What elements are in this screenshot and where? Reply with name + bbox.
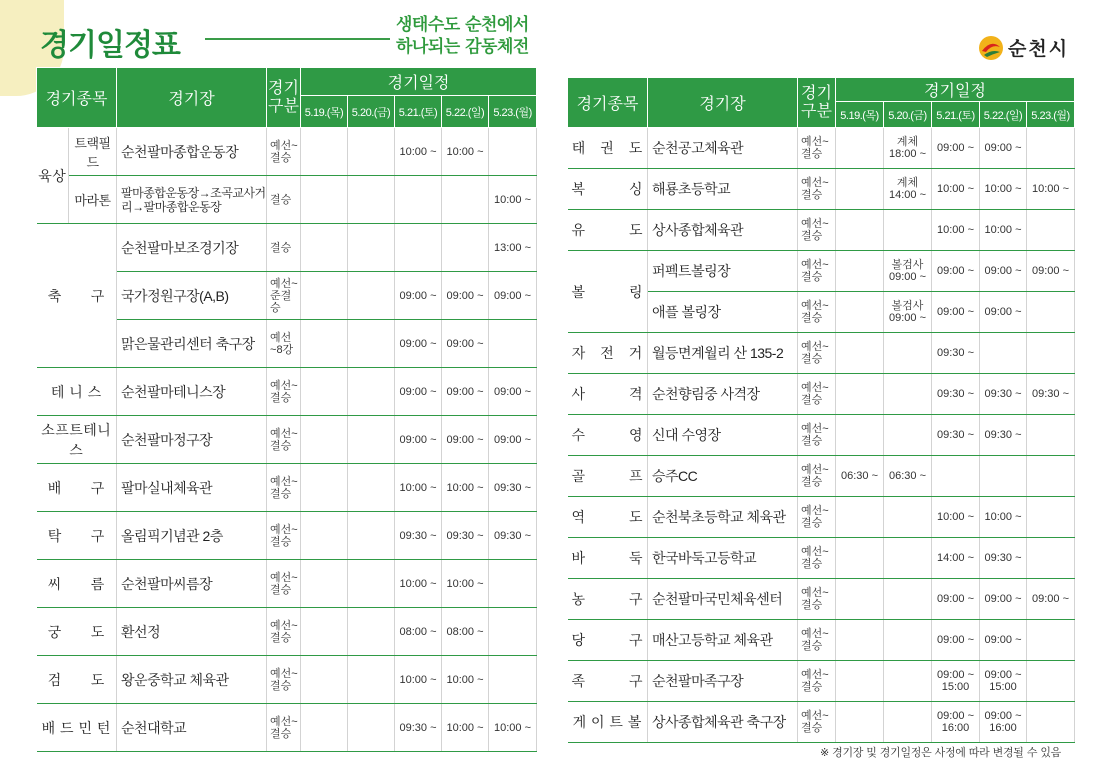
schedule-cell xyxy=(884,374,932,415)
venue-name: 순천팔마국민체육센터 xyxy=(648,579,798,620)
match-kind: 예선~결승 xyxy=(798,579,836,620)
schedule-cell xyxy=(348,608,395,656)
table-row xyxy=(568,497,1075,538)
schedule-cell xyxy=(1027,702,1075,743)
venue-name: 국가정원구장(A,B) xyxy=(117,272,267,320)
schedule-cell: 10:00 ~ xyxy=(980,497,1027,538)
schedule-cell: 09:30 ~ xyxy=(489,464,537,512)
table-row xyxy=(37,416,537,464)
schedule-cell xyxy=(1027,456,1075,497)
header-venue: 경기장 xyxy=(648,78,798,128)
schedule-cell xyxy=(836,128,884,169)
sport-name: 볼 링 xyxy=(568,251,648,333)
venue-name: 맑은물관리센터 축구장 xyxy=(117,320,267,368)
schedule-cell: 13:00 ~ xyxy=(489,224,537,272)
schedule-cell: 06:30 ~ xyxy=(836,456,884,497)
schedule-cell: 09:00 ~ xyxy=(442,368,489,416)
suncheon-emblem-icon xyxy=(978,35,1004,61)
table-row xyxy=(568,169,1075,210)
match-kind: 예선~결승 xyxy=(798,169,836,210)
schedule-cell xyxy=(836,374,884,415)
schedule-cell xyxy=(884,661,932,702)
schedule-cell xyxy=(301,512,348,560)
venue-name: 퍼펙트볼링장 xyxy=(648,251,798,292)
schedule-cell: 09:00 ~ 15:00 xyxy=(980,661,1027,702)
schedule-cell xyxy=(348,128,395,176)
schedule-cell: 10:00 ~ xyxy=(980,210,1027,251)
date-header: 5.22.(일) xyxy=(442,96,489,128)
slogan-line2: 하나되는 감동체전 xyxy=(396,37,529,57)
left-schedule-table xyxy=(36,67,537,752)
header-sport: 경기종목 xyxy=(568,78,648,128)
schedule-cell: 볼검사 09:00 ~ xyxy=(884,251,932,292)
sport-name: 바 둑 xyxy=(568,538,648,579)
schedule-cell: 볼검사 09:00 ~ xyxy=(884,292,932,333)
schedule-cell xyxy=(1027,497,1075,538)
schedule-cell xyxy=(348,560,395,608)
schedule-cell xyxy=(348,656,395,704)
table-row xyxy=(568,333,1075,374)
right-schedule-table xyxy=(567,77,1075,743)
schedule-cell: 09:00 ~ xyxy=(442,416,489,464)
schedule-cell: 10:00 ~ xyxy=(442,464,489,512)
schedule-cell: 09:00 ~ xyxy=(980,292,1027,333)
sport-name: 태 권 도 xyxy=(568,128,648,169)
schedule-cell xyxy=(1027,538,1075,579)
match-kind: 예선~결승 xyxy=(798,292,836,333)
venue-name: 매산고등학교 체육관 xyxy=(648,620,798,661)
table-row xyxy=(37,512,537,560)
schedule-cell: 10:00 ~ xyxy=(932,169,980,210)
match-kind: 예선~8강 xyxy=(267,320,301,368)
schedule-cell xyxy=(884,333,932,374)
sport-name: 테 니 스 xyxy=(37,368,117,416)
schedule-cell xyxy=(301,272,348,320)
venue-name: 월등면계월리 산 135-2 xyxy=(648,333,798,374)
schedule-cell xyxy=(884,415,932,456)
match-kind: 예선~결승 xyxy=(798,374,836,415)
schedule-cell: 10:00 ~ xyxy=(395,464,442,512)
match-kind: 예선~준결승 xyxy=(267,272,301,320)
sport-name: 역 도 xyxy=(568,497,648,538)
venue-name: 순천팔마정구장 xyxy=(117,416,267,464)
schedule-cell xyxy=(1027,128,1075,169)
sport-name: 육상 xyxy=(37,128,69,224)
schedule-cell xyxy=(1027,333,1075,374)
sub-event: 마라톤 xyxy=(69,176,117,224)
venue-name: 왕운중학교 체육관 xyxy=(117,656,267,704)
schedule-cell: 09:00 ~ xyxy=(395,272,442,320)
date-header: 5.21.(토) xyxy=(395,96,442,128)
match-kind: 예선~결승 xyxy=(267,128,301,176)
table-row xyxy=(568,210,1075,251)
brand-logo xyxy=(978,34,1069,61)
header-venue: 경기장 xyxy=(117,68,267,128)
schedule-cell xyxy=(301,704,348,752)
schedule-cell xyxy=(836,210,884,251)
venue-name: 애플 볼링장 xyxy=(648,292,798,333)
schedule-cell: 09:00 ~ xyxy=(1027,579,1075,620)
schedule-cell: 10:00 ~ xyxy=(395,656,442,704)
schedule-cell: 10:00 ~ xyxy=(395,560,442,608)
table-row xyxy=(37,608,537,656)
schedule-cell xyxy=(836,251,884,292)
schedule-cell: 09:00 ~ xyxy=(980,620,1027,661)
schedule-cell: 10:00 ~ xyxy=(932,497,980,538)
date-header: 5.23.(월) xyxy=(1027,102,1075,128)
schedule-cell: 09:00 ~ 15:00 xyxy=(932,661,980,702)
venue-name: 팔마종합운동장→조곡교사거리→팔마종합운동장 xyxy=(117,176,267,224)
schedule-cell: 10:00 ~ xyxy=(1027,169,1075,210)
schedule-cell: 09:00 ~ xyxy=(980,251,1027,292)
sport-name: 검 도 xyxy=(37,656,117,704)
schedule-cell: 09:00 ~ xyxy=(395,368,442,416)
table-row xyxy=(37,560,537,608)
schedule-cell: 10:00 ~ xyxy=(442,128,489,176)
schedule-cell xyxy=(1027,620,1075,661)
schedule-cell xyxy=(836,169,884,210)
schedule-cell xyxy=(1027,292,1075,333)
venue-name: 순천팔마테니스장 xyxy=(117,368,267,416)
header-sport: 경기종목 xyxy=(37,68,117,128)
schedule-cell: 10:00 ~ xyxy=(932,210,980,251)
match-kind: 결승 xyxy=(267,176,301,224)
page-title: 경기일정표 xyxy=(40,28,180,63)
match-kind: 예선~결승 xyxy=(798,251,836,292)
sport-name: 수 영 xyxy=(568,415,648,456)
schedule-cell xyxy=(348,512,395,560)
match-kind: 예선~결승 xyxy=(798,620,836,661)
schedule-cell: 09:00 ~ xyxy=(1027,251,1075,292)
schedule-cell xyxy=(980,333,1027,374)
schedule-cell: 09:30 ~ xyxy=(1027,374,1075,415)
schedule-cell: 14:00 ~ xyxy=(932,538,980,579)
schedule-cell xyxy=(301,464,348,512)
match-kind: 예선~결승 xyxy=(267,608,301,656)
schedule-cell: 09:00 ~ xyxy=(489,272,537,320)
date-header: 5.23.(월) xyxy=(489,96,537,128)
table-row xyxy=(568,661,1075,702)
sport-name: 게 이 트 볼 xyxy=(568,702,648,743)
schedule-cell xyxy=(489,320,537,368)
schedule-cell: 09:30 ~ xyxy=(489,512,537,560)
schedule-cell xyxy=(301,416,348,464)
sport-name: 배 구 xyxy=(37,464,117,512)
schedule-cell xyxy=(836,661,884,702)
schedule-cell xyxy=(395,224,442,272)
header-schedule: 경기일정 xyxy=(301,68,537,96)
sport-name: 씨 름 xyxy=(37,560,117,608)
venue-name: 순천대학교 xyxy=(117,704,267,752)
schedule-cell xyxy=(1027,661,1075,702)
schedule-cell: 08:00 ~ xyxy=(395,608,442,656)
sport-name: 탁 구 xyxy=(37,512,117,560)
table-row xyxy=(568,456,1075,497)
table-row xyxy=(37,464,537,512)
schedule-cell xyxy=(301,176,348,224)
match-kind: 예선~결승 xyxy=(798,128,836,169)
schedule-cell xyxy=(932,456,980,497)
sport-name: 축 구 xyxy=(37,224,117,368)
match-kind: 예선~결승 xyxy=(798,661,836,702)
match-kind: 예선~결승 xyxy=(267,560,301,608)
sport-name: 소프트테니스 xyxy=(37,416,117,464)
schedule-cell: 09:00 ~ xyxy=(442,320,489,368)
schedule-cell xyxy=(301,560,348,608)
schedule-cell: 09:00 ~ 16:00 xyxy=(980,702,1027,743)
sport-name: 당 구 xyxy=(568,620,648,661)
table-row xyxy=(568,128,1075,169)
table-row xyxy=(37,176,537,224)
schedule-cell: 10:00 ~ xyxy=(442,560,489,608)
schedule-cell xyxy=(836,292,884,333)
schedule-cell: 10:00 ~ xyxy=(980,169,1027,210)
schedule-cell: 09:00 ~ xyxy=(980,579,1027,620)
schedule-cell xyxy=(836,497,884,538)
table-row xyxy=(37,704,537,752)
table-row xyxy=(37,656,537,704)
venue-name: 상사종합체육관 축구장 xyxy=(648,702,798,743)
title-divider xyxy=(205,38,390,40)
date-header: 5.20.(금) xyxy=(348,96,395,128)
schedule-cell: 09:00 ~ 16:00 xyxy=(932,702,980,743)
schedule-cell xyxy=(980,456,1027,497)
schedule-cell xyxy=(1027,210,1075,251)
venue-name: 순천팔마씨름장 xyxy=(117,560,267,608)
table-row xyxy=(568,251,1075,292)
schedule-cell: 09:00 ~ xyxy=(932,579,980,620)
venue-name: 순천팔마족구장 xyxy=(648,661,798,702)
schedule-cell xyxy=(301,656,348,704)
schedule-cell: 09:00 ~ xyxy=(980,128,1027,169)
venue-name: 순천팔마종합운동장 xyxy=(117,128,267,176)
date-header: 5.20.(금) xyxy=(884,102,932,128)
match-kind: 예선~결승 xyxy=(798,497,836,538)
table-row xyxy=(37,224,537,272)
schedule-cell xyxy=(348,320,395,368)
schedule-cell xyxy=(348,416,395,464)
match-kind: 예선~결승 xyxy=(798,210,836,251)
schedule-cell xyxy=(836,702,884,743)
schedule-cell xyxy=(301,224,348,272)
schedule-cell xyxy=(836,538,884,579)
match-kind: 예선~결승 xyxy=(798,456,836,497)
schedule-cell: 09:30 ~ xyxy=(932,415,980,456)
schedule-cell: 09:00 ~ xyxy=(395,416,442,464)
schedule-cell xyxy=(884,538,932,579)
match-kind: 예선~결승 xyxy=(798,333,836,374)
schedule-cell: 10:00 ~ xyxy=(395,128,442,176)
schedule-cell xyxy=(836,415,884,456)
sport-name: 족 구 xyxy=(568,661,648,702)
venue-name: 순천팔마보조경기장 xyxy=(117,224,267,272)
schedule-cell: 09:00 ~ xyxy=(489,416,537,464)
schedule-cell: 09:00 ~ xyxy=(932,620,980,661)
table-row xyxy=(568,415,1075,456)
schedule-cell: 09:30 ~ xyxy=(980,374,1027,415)
schedule-cell: 09:30 ~ xyxy=(932,374,980,415)
match-kind: 예선~결승 xyxy=(267,656,301,704)
schedule-cell xyxy=(348,224,395,272)
schedule-cell xyxy=(348,176,395,224)
venue-name: 순천향림중 사격장 xyxy=(648,374,798,415)
date-header: 5.21.(토) xyxy=(932,102,980,128)
venue-name: 순천공고체육관 xyxy=(648,128,798,169)
schedule-cell xyxy=(884,702,932,743)
table-row xyxy=(568,579,1075,620)
table-row xyxy=(568,702,1075,743)
header-kind: 경기 구분 xyxy=(267,68,301,128)
date-header: 5.22.(일) xyxy=(980,102,1027,128)
schedule-cell: 10:00 ~ xyxy=(442,704,489,752)
match-kind: 예선~결승 xyxy=(267,416,301,464)
match-kind: 예선~결승 xyxy=(267,368,301,416)
table-row xyxy=(568,620,1075,661)
schedule-cell xyxy=(301,128,348,176)
venue-name: 순천북초등학교 체육관 xyxy=(648,497,798,538)
brand-name: 순천시 xyxy=(1008,38,1070,60)
schedule-cell xyxy=(442,176,489,224)
venue-name: 해룡초등학교 xyxy=(648,169,798,210)
schedule-cell: 10:00 ~ xyxy=(442,656,489,704)
schedule-cell xyxy=(884,210,932,251)
date-header: 5.19.(목) xyxy=(836,102,884,128)
schedule-cell xyxy=(836,579,884,620)
table-row xyxy=(568,374,1075,415)
schedule-cell: 09:00 ~ xyxy=(489,368,537,416)
sport-name: 골 프 xyxy=(568,456,648,497)
schedule-cell xyxy=(884,497,932,538)
sport-name: 사 격 xyxy=(568,374,648,415)
schedule-cell xyxy=(836,620,884,661)
schedule-cell xyxy=(301,608,348,656)
match-kind: 예선~결승 xyxy=(798,415,836,456)
schedule-cell xyxy=(489,560,537,608)
schedule-cell xyxy=(301,368,348,416)
table-row xyxy=(568,538,1075,579)
schedule-cell: 10:00 ~ xyxy=(489,704,537,752)
footnote: ※ 경기장 및 경기일정은 사정에 따라 변경될 수 있음 xyxy=(820,746,1062,759)
match-kind: 예선~결승 xyxy=(267,512,301,560)
header-schedule: 경기일정 xyxy=(836,78,1075,102)
venue-name: 팔마실내체육관 xyxy=(117,464,267,512)
header-kind: 경기 구분 xyxy=(798,78,836,128)
schedule-cell xyxy=(1027,415,1075,456)
sport-name: 궁 도 xyxy=(37,608,117,656)
sport-name: 농 구 xyxy=(568,579,648,620)
sport-name: 복 싱 xyxy=(568,169,648,210)
sub-event: 트랙필드 xyxy=(69,128,117,176)
sport-name: 배 드 민 턴 xyxy=(37,704,117,752)
schedule-cell: 09:00 ~ xyxy=(395,320,442,368)
slogan xyxy=(396,14,529,58)
schedule-cell: 계체 14:00 ~ xyxy=(884,169,932,210)
match-kind: 예선~결승 xyxy=(798,702,836,743)
schedule-cell: 계체 18:00 ~ xyxy=(884,128,932,169)
schedule-cell: 10:00 ~ xyxy=(489,176,537,224)
schedule-cell xyxy=(884,579,932,620)
match-kind: 예선~결승 xyxy=(267,704,301,752)
schedule-cell: 06:30 ~ xyxy=(884,456,932,497)
match-kind: 결승 xyxy=(267,224,301,272)
slogan-line1: 생태수도 순천에서 xyxy=(396,15,529,35)
table-row xyxy=(37,368,537,416)
schedule-cell: 09:30 ~ xyxy=(980,415,1027,456)
schedule-cell xyxy=(489,608,537,656)
venue-name: 환선정 xyxy=(117,608,267,656)
schedule-cell xyxy=(348,368,395,416)
schedule-cell xyxy=(884,620,932,661)
venue-name: 한국바둑고등학교 xyxy=(648,538,798,579)
venue-name: 올림픽기념관 2층 xyxy=(117,512,267,560)
schedule-cell xyxy=(395,176,442,224)
schedule-cell xyxy=(348,272,395,320)
sport-name: 유 도 xyxy=(568,210,648,251)
schedule-cell: 09:30 ~ xyxy=(395,704,442,752)
venue-name: 신대 수영장 xyxy=(648,415,798,456)
schedule-cell xyxy=(489,656,537,704)
schedule-cell xyxy=(836,333,884,374)
schedule-cell xyxy=(489,128,537,176)
sport-name: 자 전 거 xyxy=(568,333,648,374)
match-kind: 예선~결승 xyxy=(267,464,301,512)
schedule-cell xyxy=(348,704,395,752)
schedule-cell: 09:30 ~ xyxy=(442,512,489,560)
venue-name: 상사종합체육관 xyxy=(648,210,798,251)
schedule-cell: 09:30 ~ xyxy=(932,333,980,374)
date-header: 5.19.(목) xyxy=(301,96,348,128)
schedule-cell xyxy=(442,224,489,272)
table-row xyxy=(37,128,537,176)
match-kind: 예선~결승 xyxy=(798,538,836,579)
schedule-cell: 09:00 ~ xyxy=(932,128,980,169)
schedule-cell xyxy=(301,320,348,368)
schedule-cell: 09:00 ~ xyxy=(932,251,980,292)
venue-name: 승주CC xyxy=(648,456,798,497)
schedule-cell: 08:00 ~ xyxy=(442,608,489,656)
schedule-cell: 09:30 ~ xyxy=(395,512,442,560)
schedule-cell: 09:30 ~ xyxy=(980,538,1027,579)
schedule-cell: 09:00 ~ xyxy=(932,292,980,333)
schedule-cell xyxy=(348,464,395,512)
schedule-cell: 09:00 ~ xyxy=(442,272,489,320)
